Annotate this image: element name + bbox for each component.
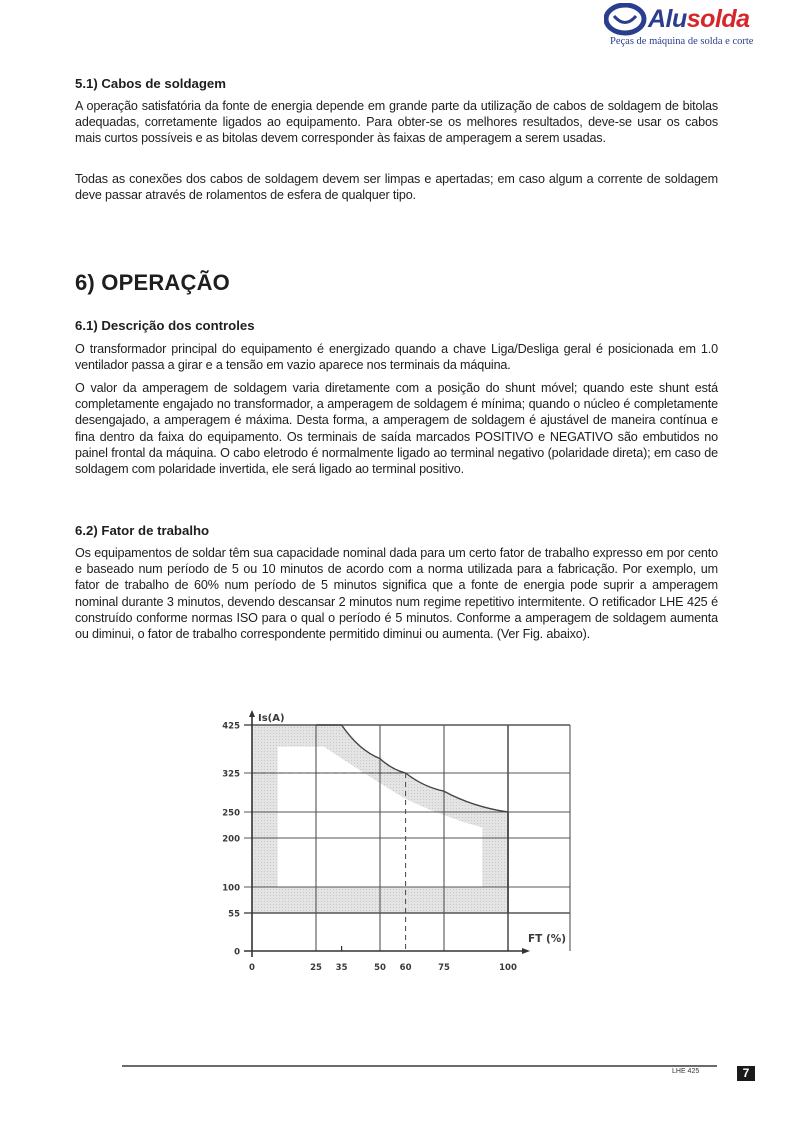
logo-wordmark-solda: solda: [686, 5, 750, 33]
x-tick-label: 100: [499, 963, 517, 973]
duty-cycle-chart: [210, 700, 600, 980]
x-tick-label: 25: [310, 963, 322, 973]
paragraph-5-1-a: A operação satisfatória da fonte de energia depende em grande parte da utilização de cabos de soldagem de bitolas adequadas, corretamente ligados ao equipamento. Para obter-se os melhores resultados, deve-se usar os cabos mais curtos possíveis e as bitolas devem corresponder às faixas de amperagem a serem usadas.: [75, 99, 718, 146]
logo-swoosh-icon: [604, 3, 648, 37]
logo-wordmark-alu: Alu: [648, 5, 687, 33]
y-tick-label: 425: [222, 721, 240, 732]
logo-tagline: Peças de máquina de solda e corte: [610, 36, 754, 47]
chapter-heading-6: 6) OPERAÇÃO: [75, 270, 230, 295]
paragraph-6-1-b: O valor da amperagem de soldagem varia diretamente com a posição do shunt móvel; quando este shunt está completamente engajado no transformador, a amperagem de soldagem é mínima; quando o núcleo é completamente desengajado, a amperagem é máxima. Desta forma, a amperagem de soldagem é ajustável de maneira contínua e fina dentro da faixa do equipamento. Os terminais de saída marcados POSITIVO e NEGATIVO são embutidos no painel frontal da máquina. O cabo eletrodo é normalmente ligado ao terminal negativo (polaridade direta); em caso de soldagem com polaridade invertida, ele será ligado ao terminal positivo.: [75, 381, 718, 477]
paragraph-6-1-a: O transformador principal do equipamento é energizado quando a chave Liga/Desliga geral é posicionada em 1.0 ventilador passa a girar e a tensão em vazio aparece nos terminais da máquina.: [75, 342, 718, 373]
x-axis-arrow-icon: [522, 948, 530, 954]
y-tick-label: 325: [222, 769, 240, 780]
x-tick-label: 35: [335, 963, 348, 973]
x-tick-label: 75: [438, 963, 450, 973]
x-tick-label: 60: [399, 963, 412, 973]
section-heading-5-1: 5.1) Cabos de soldagem: [75, 76, 226, 91]
y-axis-arrow-icon: [249, 710, 255, 717]
x-tick-label: 0: [249, 963, 255, 973]
x-tick-label: 50: [374, 963, 386, 973]
x-axis-label: FT (%): [528, 933, 567, 945]
y-tick-label: 200: [222, 834, 240, 845]
section-heading-6-1: 6.1) Descrição dos controles: [75, 318, 255, 333]
duty-cycle-chart-svg: [210, 700, 600, 980]
paragraph-6-2-a: Os equipamentos de soldar têm sua capacidade nominal dada para um certo fator de trabalho expresso em por cento e baseado num período de 5 ou 10 minutos de acordo com a norma utilizada para a fabricação. Por exemplo, um fator de trabalho de 60% num período de 5 minutos significa que a fonte de energia pode suprir a amperagem nominal durante 3 minutos, devendo descansar 2 minutos num regime repetitivo intermitente. O retificador LHE 425 é construído conforme normas ISO para o qual o período é 5 minutos. Conforme a amperagem de soldagem aumenta ou diminui, o fator de trabalho correspondente permitido diminui ou aumenta. (Ver Fig. abaixo).: [75, 546, 718, 642]
y-tick-label: 0: [234, 947, 240, 958]
y-axis-label: Is(A): [258, 713, 285, 724]
y-tick-label: 55: [228, 909, 240, 920]
y-tick-label: 250: [222, 808, 240, 819]
footer-model-name: LHE 425: [672, 1068, 700, 1075]
footer-rule: [122, 1065, 717, 1067]
paragraph-5-1-b: Todas as conexões dos cabos de soldagem devem ser limpas e apertadas; em caso algum a corrente de soldagem deve passar através de rolamentos de esfera de qualquer tipo.: [75, 172, 718, 203]
y-tick-label: 100: [222, 883, 240, 894]
section-heading-6-2: 6.2) Fator de trabalho: [75, 523, 210, 538]
page-number: 7: [737, 1066, 755, 1081]
logo-wordmark: [648, 5, 750, 34]
brand-logo: [604, 3, 754, 53]
